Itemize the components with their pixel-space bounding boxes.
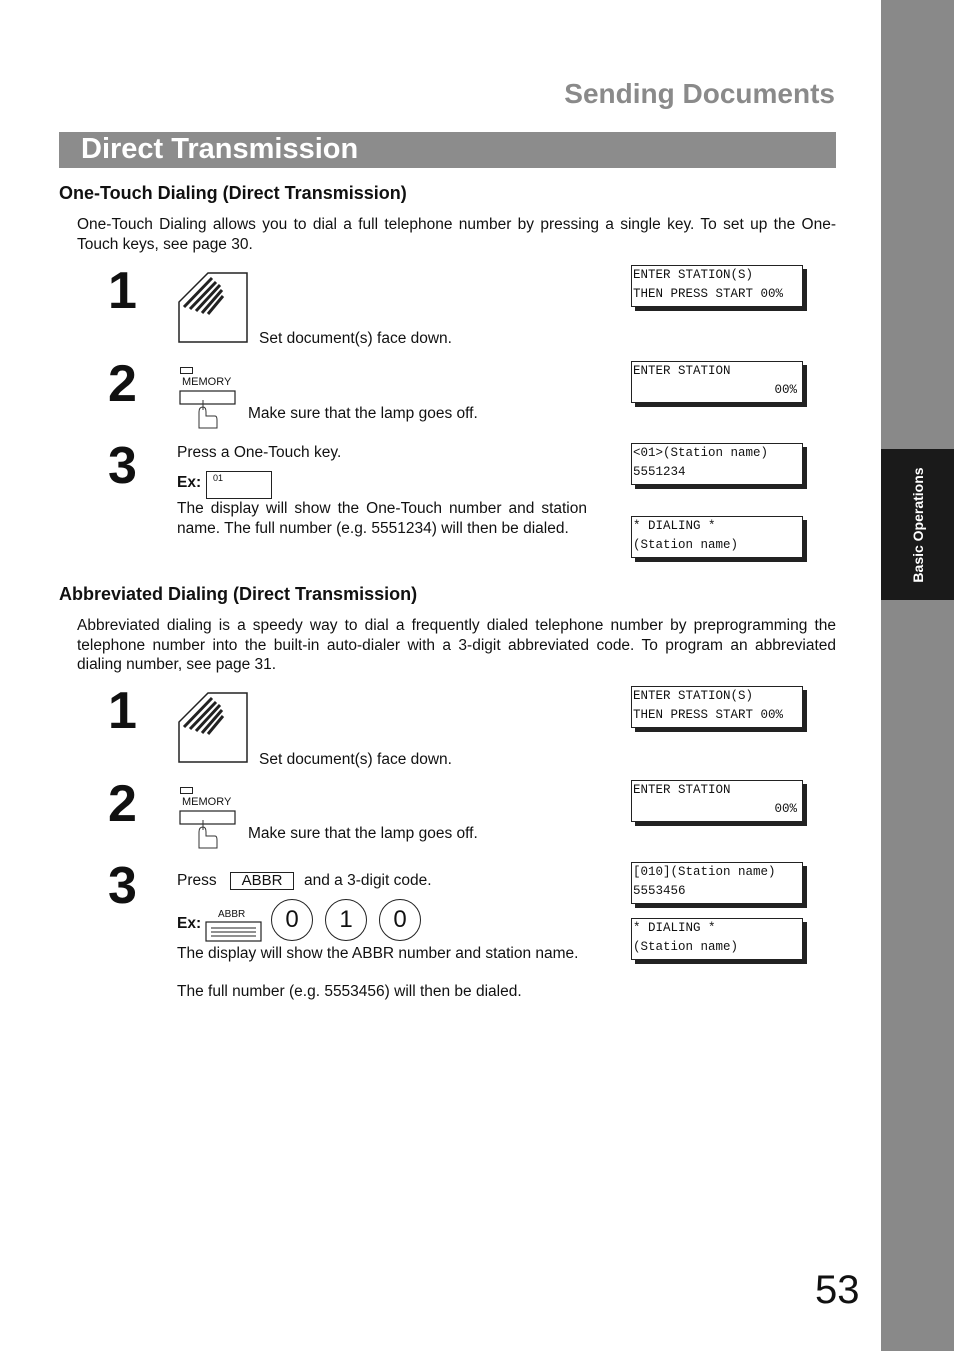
lcd-line: (Station name) [633, 537, 739, 552]
example-label: Ex: [177, 915, 202, 932]
header-title: Sending Documents [564, 78, 835, 109]
lcd-line: 5551234 [633, 464, 686, 479]
one-touch-key-label: 01 [213, 473, 224, 483]
step-text: Make sure that the lamp goes off. [248, 825, 478, 842]
digit-key-0[interactable]: 0 [271, 899, 313, 941]
lcd-line: [010](Station name) [633, 865, 776, 879]
memory-lamp-icon [180, 367, 193, 374]
step-number: 1 [108, 262, 137, 320]
step-number: 2 [108, 355, 137, 413]
lcd-display [631, 516, 803, 558]
step-description: The display will show the ABBR number and station name. [177, 945, 579, 962]
memory-key-press-icon[interactable] [179, 390, 237, 430]
abbr-key-inline: ABBR [230, 872, 294, 890]
document-face-down-icon [178, 692, 250, 764]
step-number: 3 [108, 437, 137, 495]
lcd-line: ENTER STATION(S) [633, 268, 754, 282]
step-text: Set document(s) face down. [259, 330, 452, 347]
step-description: The display will show the One-Touch number and station name. The full number (e.g. 5551234) will then be dialed. [177, 500, 587, 537]
lcd-line: ENTER STATION(S) [633, 689, 754, 703]
sidebar [881, 0, 954, 1351]
one-touch-intro: One-Touch Dialing allows you to dial a full telephone number by pressing a single key. To set up the One-Touch keys, see page 30. [77, 216, 836, 253]
section-bar [59, 132, 836, 168]
lcd-line: 00% [774, 801, 797, 816]
press-label: Press [177, 872, 217, 889]
step-text: and a 3-digit code. [304, 872, 432, 889]
sidebar-tab-label: Basic Operations [909, 466, 926, 583]
memory-lamp-icon [180, 787, 193, 794]
step-text: Press a One-Touch key. [177, 444, 342, 461]
lcd-line: THEN PRESS START 00% [633, 286, 784, 301]
lcd-line: (Station name) [633, 939, 739, 954]
one-touch-key-01[interactable] [206, 471, 272, 499]
digit-key-0b[interactable]: 0 [379, 899, 421, 941]
lcd-line: ENTER STATION [633, 364, 731, 378]
lcd-line: * DIALING * [633, 519, 716, 533]
lcd-display [631, 780, 803, 822]
lcd-display [631, 443, 803, 485]
lcd-display [631, 361, 803, 403]
page-number: 53 [815, 1268, 860, 1312]
step-text: Make sure that the lamp goes off. [248, 405, 478, 422]
lcd-line: THEN PRESS START 00% [633, 707, 784, 722]
sidebar-tab [881, 449, 954, 600]
document-face-down-icon [178, 272, 250, 344]
step-description: The full number (e.g. 5553456) will then be dialed. [177, 983, 522, 1000]
step-number: 2 [108, 775, 137, 833]
memory-key-label: MEMORY [182, 376, 232, 388]
lcd-line: 5553456 [633, 883, 686, 898]
lcd-display [631, 862, 803, 904]
lcd-line: ENTER STATION [633, 783, 731, 797]
section-title: Direct Transmission [81, 133, 359, 165]
step-number: 3 [108, 857, 137, 915]
step-number: 1 [108, 682, 137, 740]
abbr-key-icon[interactable] [205, 921, 263, 943]
lcd-display [631, 686, 803, 728]
lcd-line: * DIALING * [633, 921, 716, 935]
one-touch-heading: One-Touch Dialing (Direct Transmission) [59, 183, 407, 203]
lcd-line: 00% [774, 382, 797, 397]
abbreviated-intro: Abbreviated dialing is a speedy way to dial a frequently dialed telephone number by preprogramming the telephone number into the built-in auto-dialer with a 3-digit abbreviated code. To program an abbreviated dialing number, see page 31. [77, 617, 836, 673]
memory-key-press-icon[interactable] [179, 810, 237, 850]
example-label: Ex: [177, 474, 202, 491]
digit-key-1[interactable]: 1 [325, 899, 367, 941]
lcd-line: <01>(Station name) [633, 446, 769, 460]
lcd-display [631, 918, 803, 960]
step-text: Set document(s) face down. [259, 751, 452, 768]
memory-key-label: MEMORY [182, 796, 232, 808]
abbr-key-label: ABBR [218, 909, 246, 920]
lcd-display [631, 265, 803, 307]
abbreviated-heading: Abbreviated Dialing (Direct Transmission) [59, 584, 418, 604]
